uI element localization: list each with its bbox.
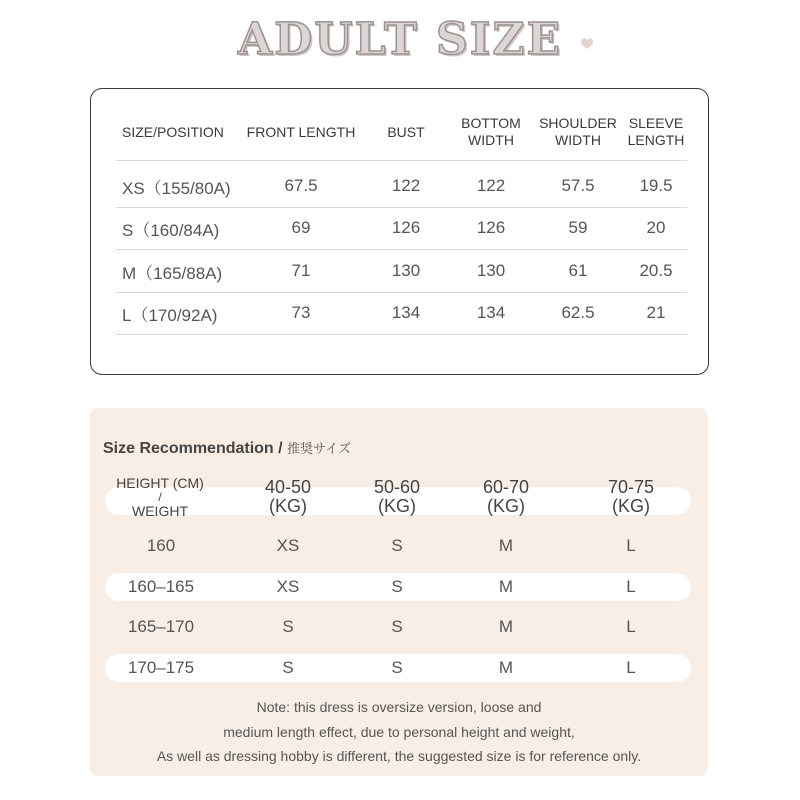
recommendation-title: Size Recommendation / 推奨サイズ [103,440,352,457]
shoulder-width-value: 59 [568,218,588,237]
height-value: 165–170 [127,617,195,636]
header-height-weight: HEIGHT (CM) / WEIGHT [116,475,204,519]
shoulder-width-value: 57.5 [561,176,595,195]
size-value: M [498,536,514,555]
size-value: XS [276,577,300,596]
table-row [116,250,687,293]
note-line: As well as dressing hobby is different, the suggested size is for reference only. [156,748,642,764]
note-line: medium length effect, due to personal height and weight, [223,723,575,740]
header-weight-50-60: 50-60 (KG) [373,477,421,516]
header-sleeve-length: SLEEVE LENGTH [627,115,685,148]
bust-value: 126 [391,218,421,237]
header-weight-70-75: 70-75 (KG) [607,477,655,516]
front-length-value: 73 [291,303,311,322]
size-value: S [391,536,403,555]
bust-value: 130 [391,261,421,280]
sleeve-length-value: 20 [646,218,666,237]
sleeve-length-value: 21 [646,303,666,322]
header-bottom-width: BOTTOM WIDTH [461,115,521,148]
size-value: S [282,617,294,636]
bottom-width-value: 130 [476,261,506,280]
size-label: S（160/84A) [122,220,220,240]
table-row [116,165,687,208]
size-value: L [626,536,636,555]
size-value: M [498,617,514,636]
size-note [90,695,708,769]
bottom-width-value: 122 [476,176,506,195]
size-value: S [391,658,403,677]
header-front-length: FRONT LENGTH [246,123,356,140]
size-label: M（165/88A) [122,263,223,283]
header-size-position: SIZE/POSITION [122,123,224,140]
header-weight-60-70: 60-70 (KG) [482,477,530,516]
size-value: XS [276,536,300,555]
heart-icon [579,35,595,51]
shoulder-width-value: 61 [568,261,588,280]
size-value: M [498,658,514,677]
size-label: L（170/92A) [122,305,218,325]
size-label: XS（155/80A) [122,178,231,198]
front-length-value: 69 [291,218,311,237]
bottom-width-value: 126 [476,218,506,237]
header-weight-40-50: 40-50 (KG) [264,477,312,516]
page-title: ADULT SIZE [237,14,563,65]
size-value: L [626,577,636,596]
front-length-value: 71 [291,261,311,280]
bottom-width-value: 134 [476,303,506,322]
size-value: L [626,617,636,636]
header-shoulder-width: SHOULDER WIDTH [539,115,617,148]
note-line: Note: this dress is oversize version, loose and [256,699,542,715]
size-value: L [626,658,636,677]
bust-value: 134 [391,303,421,322]
bust-value: 122 [391,176,421,195]
front-length-value: 67.5 [284,176,318,195]
size-value: M [498,577,514,596]
table-row [116,207,687,250]
size-value: S [391,617,403,636]
recommendation-subtitle: 推奨サイズ [287,441,352,456]
sleeve-length-value: 19.5 [639,176,673,195]
header-bust: BUST [387,123,425,140]
height-value: 160–165 [127,577,195,596]
height-value: 170–175 [127,658,195,677]
size-table-header [116,104,687,161]
shoulder-width-value: 62.5 [561,303,595,322]
table-row [116,292,687,335]
size-value: S [391,577,403,596]
sleeve-length-value: 20.5 [639,261,673,280]
size-value: S [282,658,294,677]
height-value: 160 [146,536,176,555]
